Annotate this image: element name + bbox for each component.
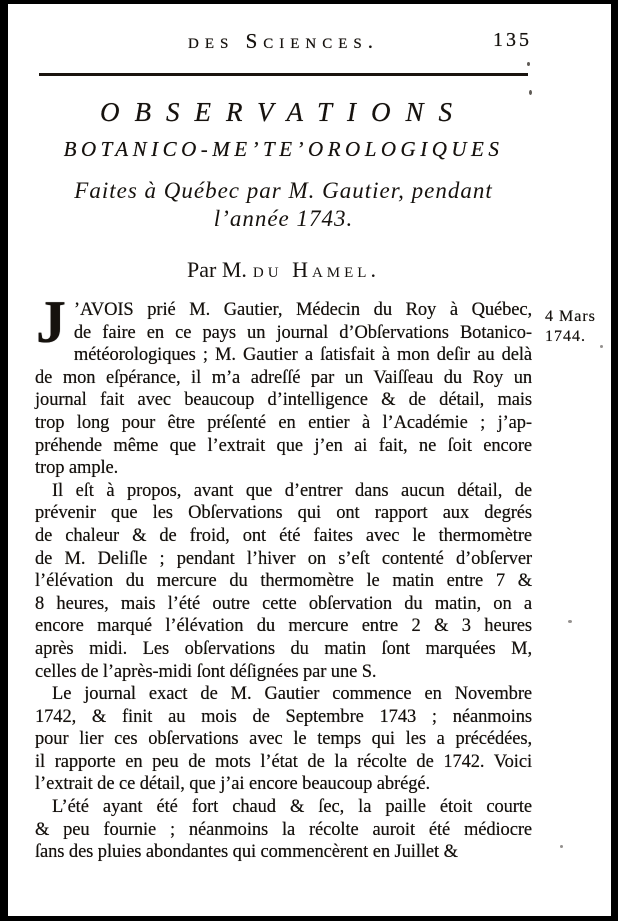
text-line: l’élévation du mercure du thermomètre le matin entre 7 &	[35, 571, 532, 592]
paragraph	[35, 480, 532, 683]
text-line: ’AVOIS prié M. Gautier, Médecin du Roy à Québec,	[73, 300, 532, 320]
text-line: météorologiques ; M. Gautier a ſatisfait à mon deſir au delà	[73, 345, 532, 366]
drop-cap: J	[36, 289, 66, 355]
text-line: journal fait avec beaucoup d’intelligence & de détail, mais	[35, 390, 532, 411]
text-line: 1742, & finit au mois de Septembre 1743 ; néanmoins	[35, 706, 532, 727]
author-name: du Hamel.	[252, 257, 380, 282]
article-subtitle-detail-line1: Faites à Québec par M. Gautier, pendant	[74, 178, 493, 203]
byline-prefix: Par M.	[187, 257, 247, 282]
text-line: L’été ayant été fort chaud & ſec, la paille étoit courte	[52, 797, 532, 818]
running-header	[35, 4, 532, 54]
margin-note-line1: 4 Mars	[545, 308, 596, 325]
scan-speck	[568, 620, 572, 623]
body-text	[35, 289, 532, 864]
text-line: préhende même que l’extrait que j’en ai fait, ne ſoit encore	[35, 435, 532, 456]
paragraph	[35, 289, 532, 480]
text-line: de chaleur & de froid, ont été faites avec le thermomètre	[35, 525, 532, 546]
text-line: 8 heures, mais l’été outre cette obſervation du matin, on a	[35, 593, 532, 614]
text-line: pour lier ces obſervations avec le temps qui les a précédées,	[35, 729, 532, 750]
page-number: 135	[493, 29, 532, 51]
margin-note-line2: 1744.	[545, 328, 586, 345]
paragraph	[35, 796, 532, 864]
byline	[35, 256, 532, 284]
running-title: des Sciences.	[187, 29, 380, 53]
text-line: après midi. Les obſervations du matin ſont marquées M,	[35, 638, 532, 659]
text-line: de M. Deliſle ; pendant l’hiver on s’eſt contenté d’obſerver	[35, 548, 532, 569]
text-line: celles de l’après-midi ſont déſignées par une S.	[35, 661, 377, 682]
text-line: encore marqué l’élévation du mercure entre 2 & 3 heures	[35, 616, 532, 637]
scan-speck	[529, 90, 532, 95]
header-rule	[39, 73, 528, 76]
scan-speck	[600, 345, 603, 348]
text-line: Il eſt à propos, avant que d’entrer dans aucun détail, de	[52, 480, 532, 501]
article-subtitle-detail-line2: l’année 1743.	[213, 206, 354, 231]
text-line: trop long pour être préſenté en entier à l’Académie ; j’ap-	[35, 412, 532, 433]
text-line: de faire en ce pays un journal d’Obſervations Botanico-	[73, 322, 532, 343]
article-subtitle: BOTANICO-ME’TE’OROLOGIQUES	[63, 137, 504, 161]
scan-speck	[560, 845, 563, 848]
text-column	[8, 4, 611, 864]
text-line: l’extrait de ce détail, que j’ai encore beaucoup abrégé.	[35, 774, 431, 795]
book-page	[8, 4, 611, 916]
text-line: Le journal exact de M. Gautier commence en Novembre	[52, 684, 532, 705]
text-line: ſans des pluies abondantes qui commencèrent en Juillet &	[35, 842, 458, 863]
text-line: de mon eſpérance, il m’a adreſſé par un Vaiſſeau du Roy un	[35, 367, 532, 388]
margin-note-date	[545, 307, 607, 347]
scan-speck	[527, 62, 530, 66]
text-line: trop ample.	[35, 458, 119, 479]
text-line: prévenir que les Obſervations qui ont rapport aux degrés	[35, 503, 532, 524]
text-line: il rapporte en peu de mots l’état de la récolte de 1742. Voici	[35, 751, 532, 772]
article-title: OBSERVATIONS	[100, 97, 467, 127]
paragraph	[35, 683, 532, 796]
text-line: & peu fournie ; néanmoins la récolte auroit été médiocre	[35, 819, 532, 840]
